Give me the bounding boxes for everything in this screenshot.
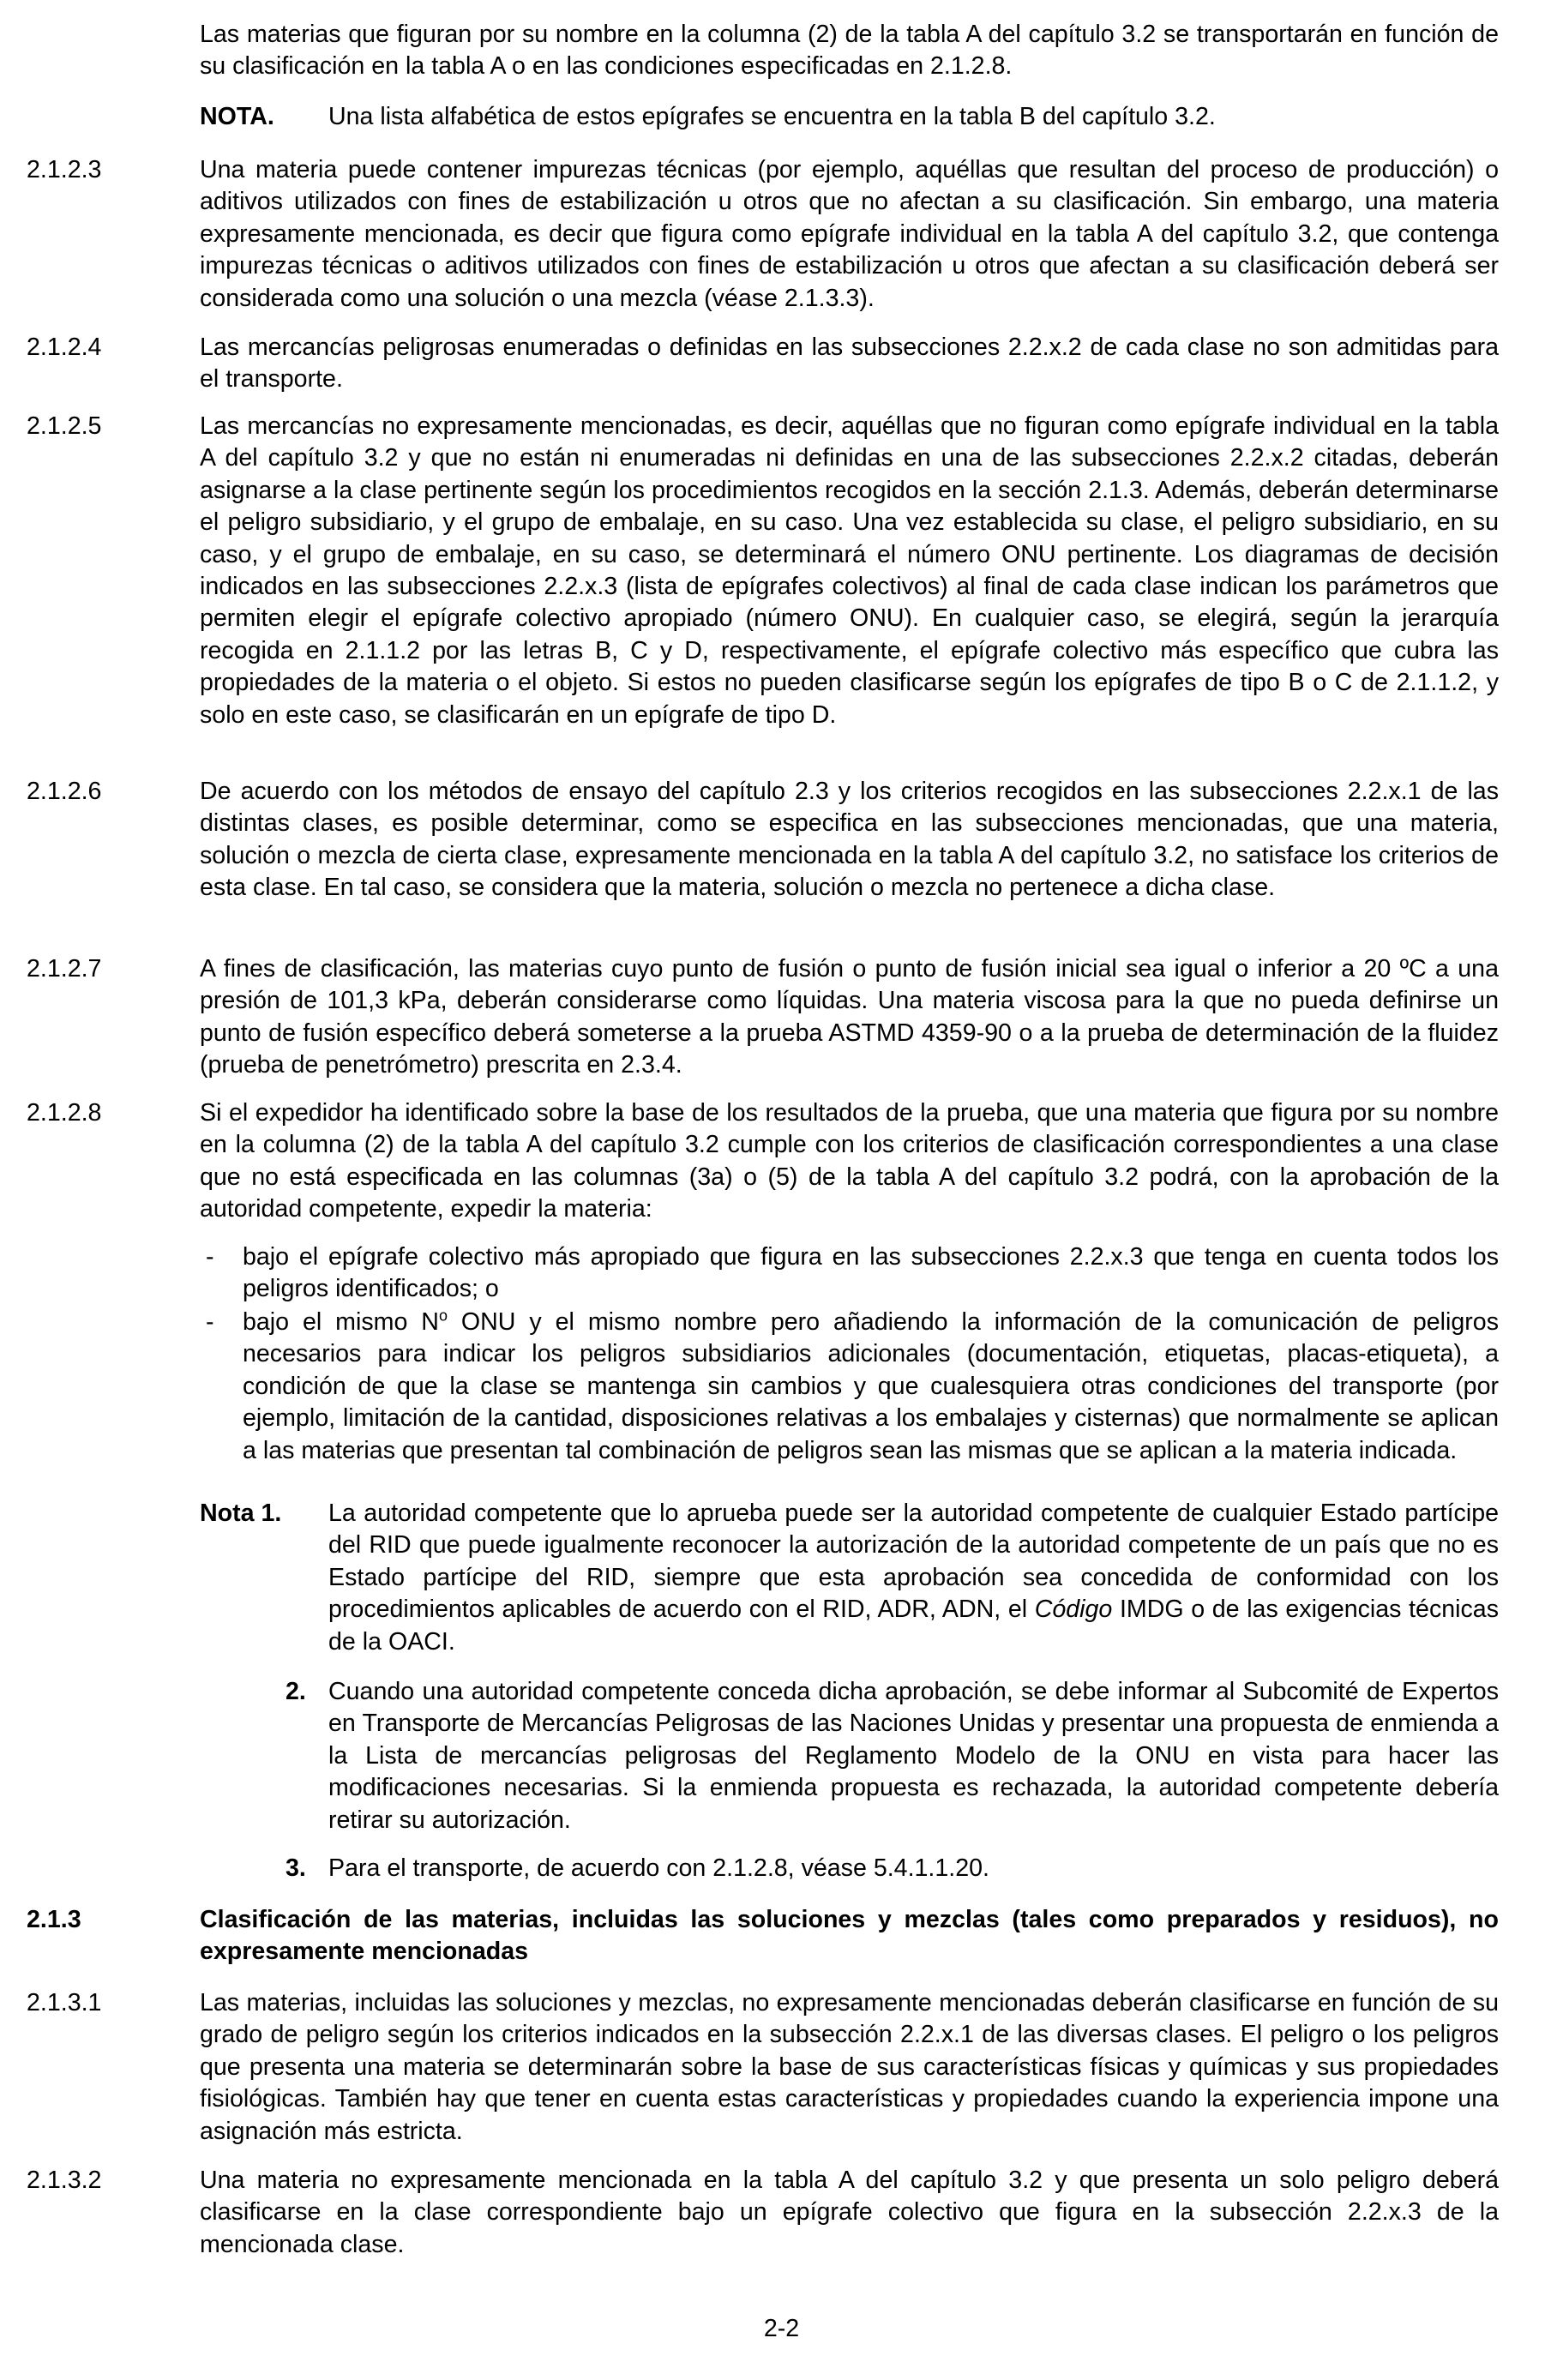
section-text: A fines de clasificación, las materias cuyo punto de fusión o punto de fusión inicial sea igual o inferior a 20 ºC a una presión de 101,3 kPa, deberán considerarse como líquidas. Una materia viscosa para la que no pueda definirse un punto de fusión específico deberá someterse a la prueba ASTMD 4359-90 o a la prueba de determinación de la fluidez (prueba de penetrómetro) prescrita en 2.3.4. [200,955,1499,1079]
bullet-text-start: bajo el mismo N [243,1308,439,1336]
section-text: Las mercancías no expresamente mencionadas, es decir, aquéllas que no figuran como epígrafe individual en la tabla A del capítulo 3.2 y que no están ni enumeradas ni definidas en una de las subsecciones 2.2.x.2 citadas, deberán asignarse a la clase pertinente según los procedimientos recogidos en la sección 2.1.3. Además, deberán determinarse el peligro subsidiario, y el grupo de embalaje, en su caso. Una vez establecida su clase, el peligro subsidiario, en su caso, y el grupo de embalaje, en su caso, se determinará el número ONU pertinente. Los diagramas de decisión indicados en las subsecciones 2.2.x.3 (lista de epígrafes colectivos) al final de cada clase indican los parámetros que permiten elegir el epígrafe colectivo apropiado (número ONU). En cualquier caso, se elegirá, según la jerarquía recogida en 2.1.1.2 por las letras B, C y D, respectivamente, el epígrafe colectivo más específico que cubra las propiedades de la materia o el objeto. Si estos no pueden clasificarse según los epígrafes de tipo B o C de 2.1.1.2, y solo en este caso, se clasificarán en un epígrafe de tipo D. [200,412,1499,729]
section-text: Las materias, incluidas las soluciones y mezclas, no expresamente mencionadas deberán clasificarse en función de su grado de peligro según los criterios indicados en la subsección 2.2.x.1 de las diversas clases. El peligro o los peligros que presenta una materia se determinarán sobre la base de sus características físicas y químicas y sus propiedades fisiológicas. También hay que tener en cuenta estas características y propiedades cuando la experiencia impone una asignación más estricta. [200,1989,1499,2145]
note-number: 2. [286,1678,306,1705]
note-1-text [328,1498,1499,1658]
note-1-text-start: La autoridad competente que lo aprueba puede ser la autoridad competente de cualquier Estado partícipe del RID que puede igualmente reconocer la autorización de la autoridad competente de un país que no es Estado partícipe del RID, siempre que esta aprobación sea concedida de conformidad con los procedimientos aplicables de acuerdo con el RID, ADR, ADN, el [328,1500,1499,1624]
bullet-dash: - [206,1308,214,1336]
section-number: 2.1.3 [27,1906,81,1933]
note-1-italic: Código [1034,1596,1113,1624]
section-number: 2.1.2.4 [27,334,102,361]
bullet-dash: - [206,1243,214,1271]
note-1-text-end: IMDG o de las exigencias técnicas de la OACI. [328,1596,1499,1656]
section-number: 2.1.2.7 [27,955,102,983]
note-number: 3. [286,1854,306,1882]
section-text: De acuerdo con los métodos de ensayo del capítulo 2.3 y los criterios recogidos en las subsecciones 2.2.x.1 de las distintas clases, es posible determinar, como se especifica en las subsecciones mencionadas, que una materia, solución o mezcla de cierta clase, expresamente mencionada en la tabla A del capítulo 3.2, no satisface los criterios de esta clase. En tal caso, se considera que la materia, solución o mezcla no pertenece a dicha clase. [200,778,1499,902]
bullet-text-rest: ONU y el mismo nombre pero añadiendo la información de la comunicación de peligros necesarios para indicar los peligros subsidiarios adicionales (documentación, etiquetas, placas-etiqueta), a condición de que la clase se mantenga sin cambios y que cualesquiera otras condiciones del transporte (por ejemplo, limitación de la cantidad, disposiciones relativas a los embalajes y cisternas) que normalmente se aplican a las materias que presentan tal combinación de peligros sean las mismas que se aplican a la materia indicada. [243,1308,1499,1464]
bullet-text: bajo el epígrafe colectivo más apropiado que figura en las subsecciones 2.2.x.3 que tenga en cuenta todos los peligros identificados; o [243,1243,1499,1303]
note-label: Nota 1. [200,1500,282,1527]
bullet-text [243,1307,1499,1467]
page-number: 2-2 [763,2315,800,2342]
section-number: 2.1.2.8 [27,1099,102,1127]
section-number: 2.1.2.6 [27,778,102,805]
nota-text: Una lista alfabética de estos epígrafes se encuentra en la tabla B del capítulo 3.2. [328,103,1216,130]
section-number: 2.1.3.2 [27,2167,102,2194]
section-text: Si el expedidor ha identificado sobre la base de los resultados de la prueba, que una materia que figura por su nombre en la columna (2) de la tabla A del capítulo 3.2 cumple con los criterios de clasificación correspondientes a una clase que no está especificada en las columnas (3a) o (5) de la tabla A del capítulo 3.2 podrá, con la aprobación de la autoridad competente, expedir la materia: [200,1099,1499,1223]
intro-text: Las materias que figuran por su nombre en la columna (2) de la tabla A del capítulo 3.2 se transportarán en función de su clasificación en la tabla A o en las condiciones especificadas en 2.1.2.8. [200,21,1499,81]
note-3-text: Para el transporte, de acuerdo con 2.1.2.8, véase 5.4.1.1.20. [328,1854,989,1882]
section-number: 2.1.2.5 [27,412,102,440]
section-number: 2.1.3.1 [27,1989,102,2016]
nota-label: NOTA. [200,103,274,130]
section-heading: Clasificación de las materias, incluidas las soluciones y mezclas (tales como preparados y residuos), no expresamente mencionadas [200,1906,1499,1966]
section-text: Una materia puede contener impurezas técnicas (por ejemplo, aquéllas que resultan del proceso de producción) o aditivos utilizados con fines de estabilización u otros que no afectan a su clasificación. Sin embargo, una materia expresamente mencionada, es decir que figura como epígrafe individual en la tabla A del capítulo 3.2, que contenga impurezas técnicas o aditivos utilizados con fines de estabilización u otros que afectan a su clasificación deberá ser considerada como una solución o una mezcla (véase 2.1.3.3). [200,156,1499,312]
section-text: Las mercancías peligrosas enumeradas o definidas en las subsecciones 2.2.x.2 de cada clase no son admitidas para el transporte. [200,334,1499,394]
note-2-text: Cuando una autoridad competente conceda dicha aprobación, se debe informar al Subcomité de Expertos en Transporte de Mercancías Peligrosas de las Naciones Unidas y presentar una propuesta de enmienda a la Lista de mercancías peligrosas del Reglamento Modelo de la ONU en vista para hacer las modificaciones necesarias. Si la enmienda propuesta es rechazada, la autoridad competente debería retirar su autorización. [328,1678,1499,1834]
superscript-o: o [438,1307,448,1325]
section-text: Una materia no expresamente mencionada en la tabla A del capítulo 3.2 y que presenta un solo peligro deberá clasificarse en la clase correspondiente bajo un epígrafe colectivo que figura en la subsección 2.2.x.3 de la mencionada clase. [200,2167,1499,2258]
section-number: 2.1.2.3 [27,156,102,183]
